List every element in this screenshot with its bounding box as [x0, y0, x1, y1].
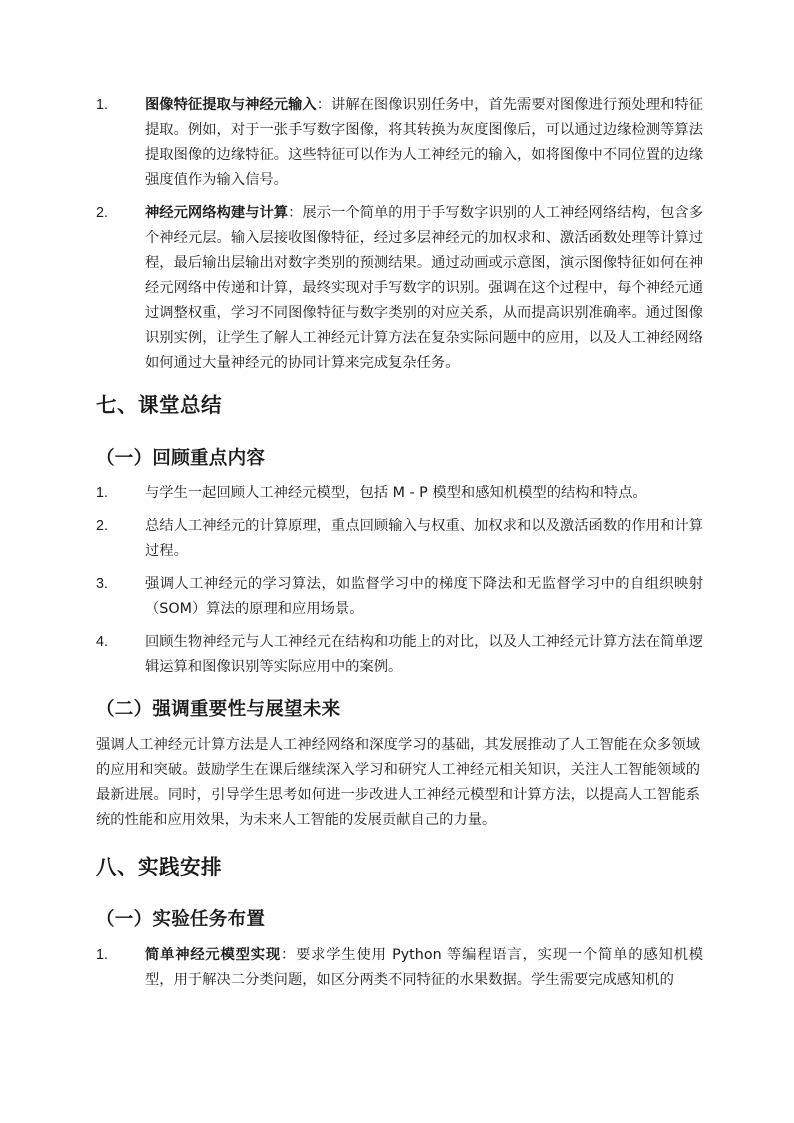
list-number: 1. — [96, 485, 108, 501]
list-item — [96, 572, 703, 622]
item-text: ：讲解在图像识别任务中，首先需要对图像进行预处理和特征提取。例如，对于一张手写数字图像，将其转换为灰度图像后，可以通过边缘检测等算法提取图像的边缘特征。这些特征可以作为人工神经元的输入，如将图像中不同位置的边缘强度值作为输入信号。 — [145, 97, 704, 188]
list-number: 2. — [96, 518, 108, 534]
list-item — [96, 514, 703, 564]
list-number: 1. — [96, 947, 108, 963]
item-bold-lead: 简单神经元模型实现 — [145, 947, 281, 963]
list-item — [96, 201, 703, 376]
list-number: 4. — [96, 634, 108, 650]
item-text: 回顾生物神经元与人工神经元在结构和功能上的对比，以及人工神经元计算方法在简单逻辑运算和图像识别等实际应用中的案例。 — [145, 634, 703, 675]
list-item — [96, 630, 703, 680]
subsection-heading: （一）回顾重点内容 — [96, 448, 266, 469]
item-text: 与学生一起回顾人工神经元模型，包括 M - P 模型和感知机模型的结构和特点。 — [145, 485, 647, 501]
list-item — [96, 481, 703, 506]
item-bold-lead: 图像特征提取与神经元输入 — [145, 97, 317, 113]
item-bold-lead: 神经元网络构建与计算 — [145, 205, 289, 221]
subsection-heading: （二）强调重要性与展望未来 — [96, 699, 341, 720]
section-heading: 七、课堂总结 — [96, 393, 222, 417]
list-number: 2. — [96, 205, 108, 221]
item-text: ：展示一个简单的用于手写数字识别的人工神经网络结构，包含多个神经元层。输入层接收图像特征，经过多层神经元的加权求和、激活函数处理等计算过程，最后输出层输出对数字类别的预测结果。通过动画或示意图，演示图像特征如何在神经元网络中传递和计算，最终实现对手写数字的识别。强调在这个过程中，每个神经元通过调整权重，学习不同图像特征与数字类别的对应关系，从而提高识别准确率。通过图像识别实例，让学生了解人工神经元计算方法在复杂实际问题中的应用，以及人工神经网络如何通过大量神经元的协同计算来完成复杂任务。 — [145, 205, 704, 371]
item-text: 强调人工神经元的学习算法，如监督学习中的梯度下降法和无监督学习中的自组织映射（SOM）算法的原理和应用场景。 — [145, 576, 703, 617]
subsection-heading: （一）实验任务布置 — [96, 909, 266, 930]
task-list — [0, 943, 703, 993]
top-list — [0, 93, 703, 376]
list-item — [96, 943, 703, 993]
list-item — [96, 93, 703, 193]
list-number: 1. — [96, 97, 108, 113]
body-paragraph: 强调人工神经元计算方法是人工神经网络和深度学习的基础，其发展推动了人工智能在众多领域的应用和突破。鼓励学生在课后继续深入学习和研究人工神经元相关知识，关注人工智能领域的最新进展。同时，引导学生思考如何进一步改进人工神经元模型和计算方法，以提高人工智能系统的性能和应用效果，为未来人工智能的发展贡献自己的力量。 — [96, 737, 700, 828]
review-list — [0, 481, 703, 680]
item-text: 总结人工神经元的计算原理，重点回顾输入与权重、加权求和以及激活函数的作用和计算过程。 — [145, 518, 703, 559]
list-number: 3. — [96, 576, 108, 592]
item-text: ：要求学生使用 Python 等编程语言，实现一个简单的感知机模型，用于解决二分类问题，如区分两类不同特征的水果数据。学生需要完成感知机的 — [145, 947, 703, 988]
section-heading: 八、实践安排 — [96, 855, 222, 879]
